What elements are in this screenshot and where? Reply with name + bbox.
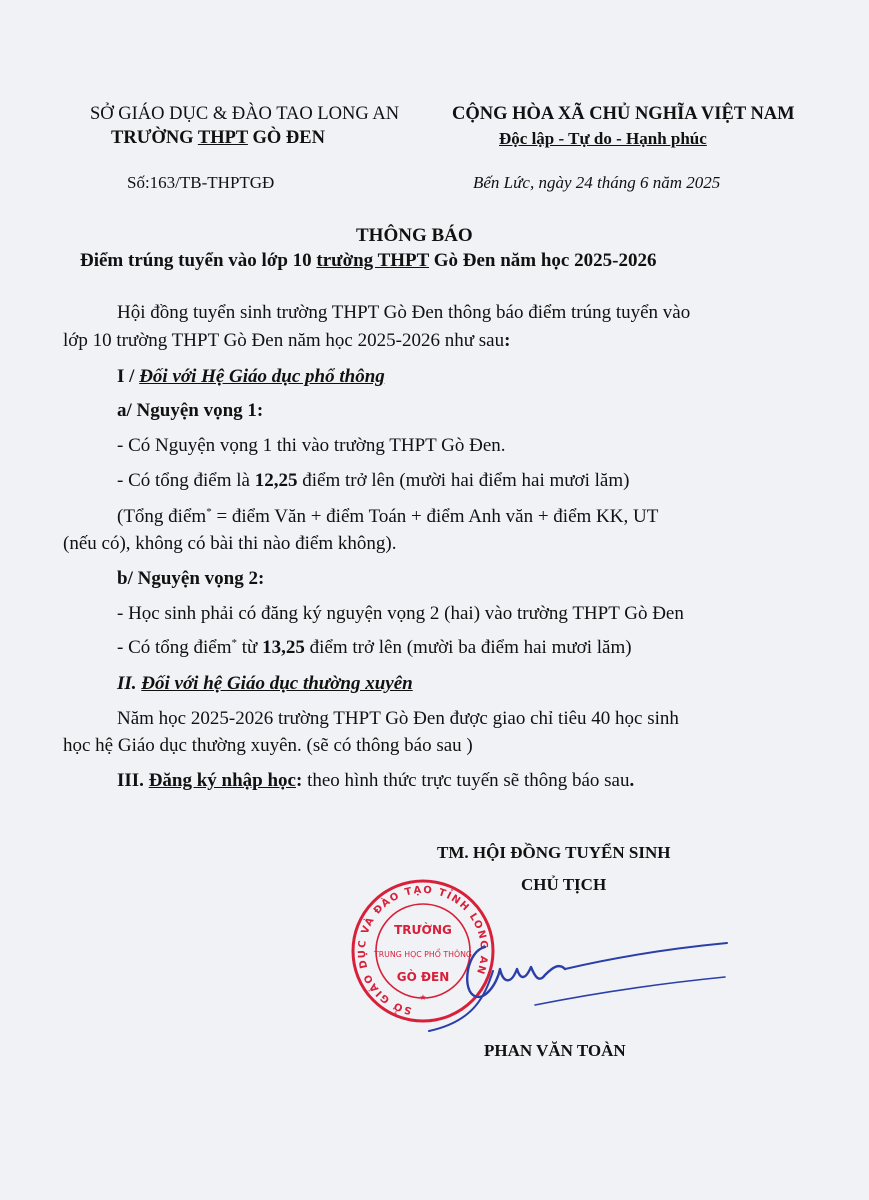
- signer-name: PHAN VĂN TOÀN: [484, 1041, 626, 1060]
- svg-text:TRƯỜNG: TRƯỜNG: [394, 923, 452, 937]
- intro-line-2: lớp 10 trường THPT Gò Đen năm học 2025-2026 như sau:: [63, 330, 511, 351]
- document-subtitle: Điểm trúng tuyển vào lớp 10 trường THPT Gò Đen năm học 2025-2026: [80, 250, 657, 271]
- intro-line-1: Hội đồng tuyển sinh trường THPT Gò Đen thông báo điểm trúng tuyển vào: [117, 302, 691, 323]
- formula-line-1: (Tổng điểm* = điểm Văn + điểm Toán + điểm Anh văn + điểm KK, UT: [117, 506, 659, 527]
- handwritten-signature: [415, 925, 745, 1035]
- svg-text:★: ★: [419, 993, 427, 1002]
- national-motto: Độc lập - Tự do - Hạnh phúc: [499, 129, 707, 148]
- section-3-line: III. Đăng ký nhập học: theo hình thức trực tuyến sẽ thông báo sau.: [117, 770, 635, 791]
- gdtx-line-1: Năm học 2025-2026 trường THPT Gò Đen được giao chỉ tiêu 40 học sinh: [117, 708, 679, 729]
- formula-line-2: (nếu có), không có bài thi nào điểm không).: [63, 533, 397, 554]
- gdtx-line-2: học hệ Giáo dục thường xuyên. (sẽ có thông báo sau ): [63, 735, 473, 756]
- document-number: Số:163/TB-THPTGĐ: [127, 173, 275, 192]
- nv1-item-1: - Có Nguyện vọng 1 thi vào trường THPT Gò Đen.: [117, 435, 506, 456]
- signature-position: CHỦ TỊCH: [521, 875, 607, 894]
- svg-text:SỞ GIÁO DỤC VÀ ĐÀO TẠO TỈNH LO: SỞ GIÁO DỤC VÀ ĐÀO TẠO TỈNH LONG AN: [356, 884, 490, 1016]
- place-date: Bến Lức, ngày 24 tháng 6 năm 2025: [473, 173, 721, 192]
- nv2-item-1: - Học sinh phải có đăng ký nguyện vọng 2 (hai) vào trường THPT Gò Đen: [117, 603, 684, 624]
- svg-text:TRUNG HỌC PHỔ THÔNG: TRUNG HỌC PHỔ THÔNG: [374, 950, 472, 959]
- signature-on-behalf: TM. HỘI ĐỒNG TUYỂN SINH: [437, 843, 671, 862]
- nv2-item-2: - Có tổng điểm* từ 13,25 điểm trở lên (mười ba điểm hai mươi lăm): [117, 637, 632, 658]
- department-name: SỞ GIÁO DỤC & ĐÀO TAO LONG AN: [90, 104, 400, 124]
- nv2-heading: b/ Nguyện vọng 2:: [117, 568, 265, 589]
- svg-text:GÒ ĐEN: GÒ ĐEN: [396, 970, 450, 984]
- document-title: THÔNG BÁO: [356, 225, 473, 246]
- nv1-heading: a/ Nguyện vọng 1:: [117, 400, 264, 421]
- nv1-item-2: - Có tổng điểm là 12,25 điểm trở lên (mười hai điểm hai mươi lăm): [117, 470, 630, 491]
- section-1-heading: I / Đối với Hệ Giáo dục phổ thông: [117, 366, 385, 387]
- section-2-heading: II. Đối với hệ Giáo dục thường xuyên: [117, 673, 413, 694]
- school-name: TRƯỜNG THPT GÒ ĐEN: [111, 128, 325, 148]
- nation-name: CỘNG HÒA XÃ CHỦ NGHĨA VIỆT NAM: [452, 104, 795, 124]
